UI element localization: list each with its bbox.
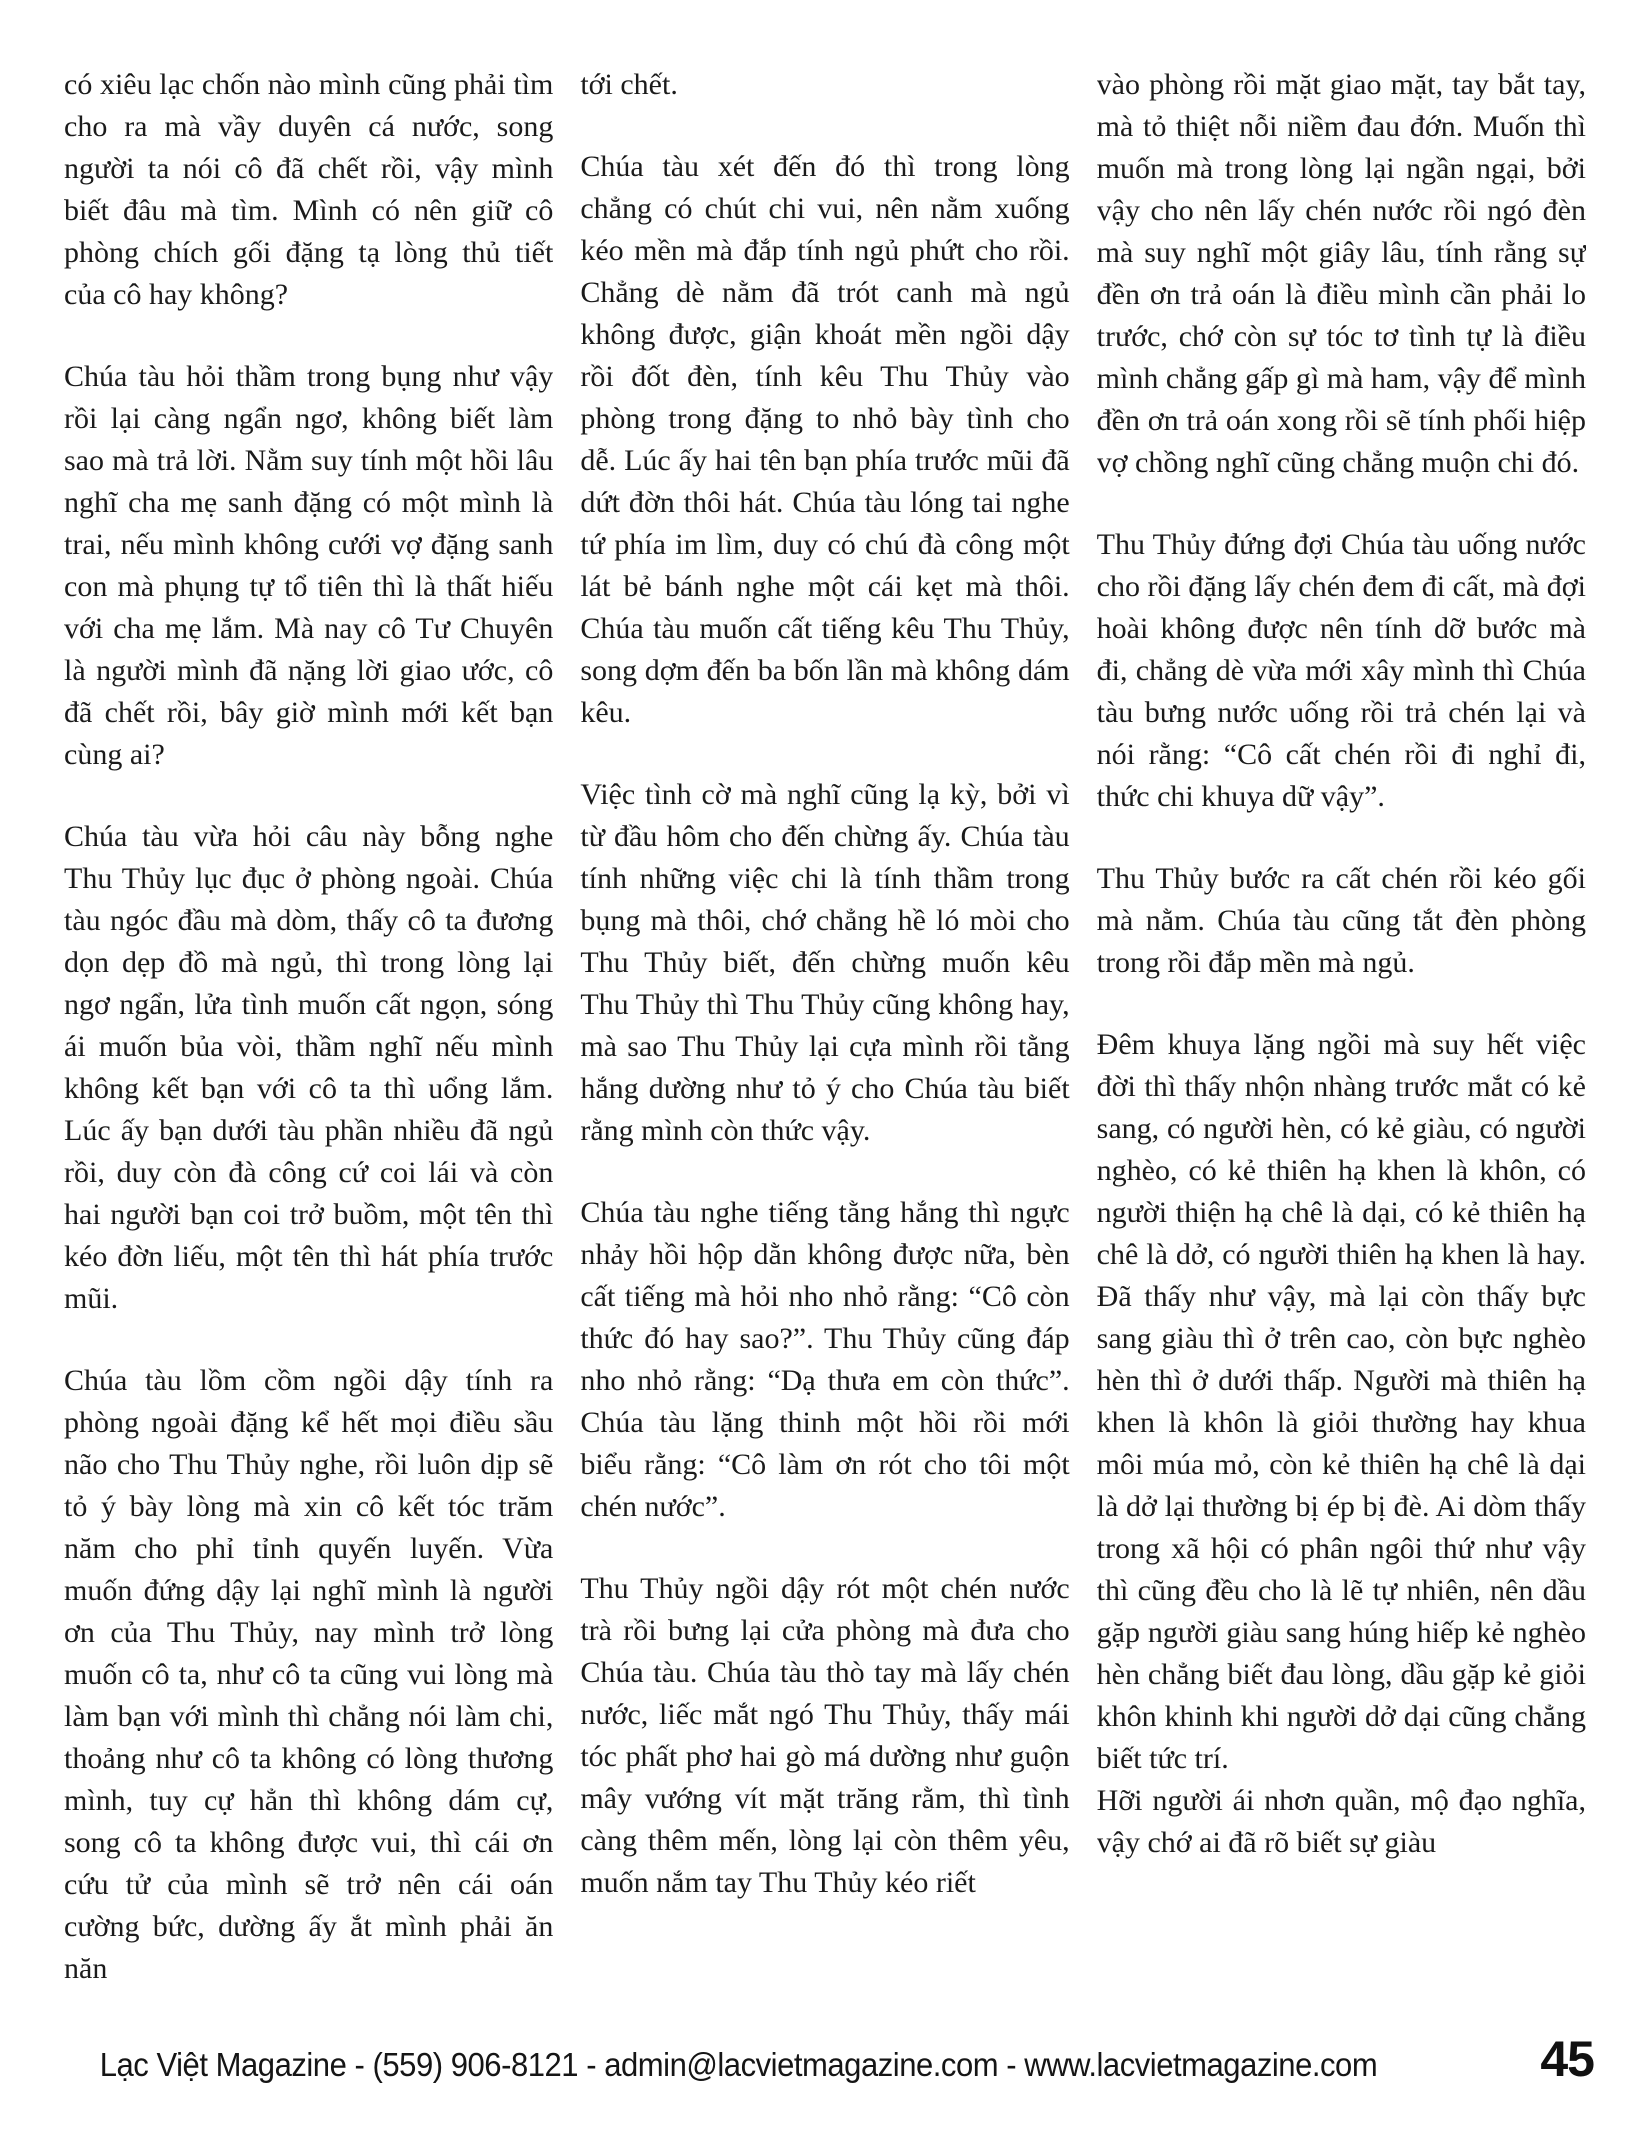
paragraph: Chúa tàu xét đến đó thì trong lòng chẳng có chút chi vui, nên nằm xuống kéo mền mà đắp tính ngủ phứt cho rồi. Chẳng dè nằm đã trót canh mà ngủ không được, giận khoát mền ngồi dậy rồi đốt đèn, tính kêu Thu Thủy vào phòng trong đặng to nhỏ bày tình cho dễ. Lúc ấy hai tên bạn phía trước mũi đã dứt đờn thôi hát. Chúa tàu lóng tai nghe tứ phía im lìm, duy có chú đà công một lát bẻ bánh nghe một cái kẹt mà thôi. Chúa tàu muốn cất tiếng kêu Thu Thủy, song dợm đến ba bốn lần mà không dám kêu. xyxy=(580,150,1070,729)
paragraph: Thu Thủy bước ra cất chén rồi kéo gối mà nằm. Chúa tàu cũng tắt đèn phòng trong rồi đắp mền mà ngủ. xyxy=(1096,862,1586,979)
paragraph: Chúa tàu nghe tiếng tằng hắng thì ngực nhảy hồi hộp dằn không được nữa, bèn cất tiếng mà hỏi nho nhỏ rằng: “Cô còn thức đó hay sao?”. Thu Thủy cũng đáp nho nhỏ rằng: “Dạ thưa em còn thức”. Chúa tàu lặng thinh một hồi rồi mới biểu rằng: “Cô làm ơn rót cho tôi một chén nước”. xyxy=(580,1196,1070,1523)
paragraph: Việc tình cờ mà nghĩ cũng lạ kỳ, bởi vì từ đầu hôm cho đến chừng ấy. Chúa tàu tính những việc chi là tính thầm trong bụng mà thôi, chớ chẳng hề ló mòi cho Thu Thủy biết, đến chừng muốn kêu Thu Thủy thì Thu Thủy cũng không hay, mà sao Thu Thủy lại cựa mình rồi tằng hắng dường như tỏ ý cho Chúa tàu biết rằng mình còn thức vậy. xyxy=(580,778,1070,1147)
paragraph: có xiêu lạc chốn nào mình cũng phải tìm cho ra mà vầy duyên cá nước, song người ta nói cô đã chết rồi, vậy mình biết đâu mà tìm. Mình có nên giữ cô phòng chích gối đặng tạ lòng thủ tiết của cô hay không? xyxy=(64,68,554,311)
paragraph: Chúa tàu hỏi thầm trong bụng như vậy rồi lại càng ngẩn ngơ, không biết làm sao mà trả lời. Nằm suy tính một hồi lâu nghĩ cha mẹ sanh đặng có một mình là trai, nếu mình không cưới vợ đặng sanh con mà phụng tự tổ tiên thì là thất hiếu với cha mẹ lắm. Mà nay cô Tư Chuyên là người mình đã nặng lời giao ước, cô đã chết rồi, bây giờ mình mới kết bạn cùng ai? xyxy=(64,360,554,771)
paragraph: Đêm khuya lặng ngồi mà suy hết việc đời thì thấy nhộn nhàng trước mắt có kẻ sang, có người hèn, có kẻ giàu, có người nghèo, có kẻ thiên hạ khen là khôn, có người thiện hạ chê là dại, có kẻ thiên hạ chê là dở, có người thiên hạ khen là hay. Đã thấy như vậy, mà lại còn thấy bực sang giàu thì ở trên cao, còn bực nghèo hèn thì ở dưới thấp. Người mà thiên hạ khen là khôn là giỏi thường hay khua môi múa mỏ, còn kẻ thiên hạ chê là dại là dở lại thường bị ép bị đè. Ai dòm thấy trong xã hội có phân ngôi thứ như vậy thì cũng đều cho là lẽ tự nhiên, nên dầu gặp người giàu sang húng hiếp kẻ nghèo hèn chẳng biết đau lòng, dầu gặp kẻ giỏi khôn khinh khi người dở dại cũng chẳng biết tức trí. xyxy=(1096,1028,1586,1775)
text-column-1 xyxy=(64,64,553,2026)
text-column-3 xyxy=(1097,64,1586,2026)
paragraph: Thu Thủy ngồi dậy rót một chén nước trà rồi bưng lại cửa phòng mà đưa cho Chúa tàu. Chúa tàu thò tay mà lấy chén nước, liếc mắt ngó Thu Thủy, thấy mái tóc phất phơ hai gò má dường như guộn mây vướng vít mặt trăng rằm, thì tình càng thêm mến, lòng lại còn thêm yêu, muốn nắm tay Thu Thủy kéo riết xyxy=(580,1572,1070,1899)
paragraph: vào phòng rồi mặt giao mặt, tay bắt tay, mà tỏ thiệt nỗi niềm đau đớn. Muốn thì muốn mà trong lòng lại ngần ngại, bởi vậy cho nên lấy chén nước rồi ngó đèn mà suy nghĩ một giây lâu, tính rằng sự đền ơn trả oán là điều mình cần phải lo trước, chớ còn sự tóc tơ tình tự là điều mình chẳng gấp gì mà ham, vậy để mình đền ơn trả oán xong rồi sẽ tính phối hiệp vợ chồng nghĩ cũng chẳng muộn chi đó. xyxy=(1096,68,1586,479)
paragraph: Thu Thủy đứng đợi Chúa tàu uống nước cho rồi đặng lấy chén đem đi cất, mà đợi hoài không được nên tính dỡ bước mà đi, chẳng dè vừa mới xây mình thì Chúa tàu bưng nước uống rồi trả chén lại và nói rằng: “Cô cất chén rồi đi nghỉ đi, thức chi khuya dữ vậy”. xyxy=(1096,528,1586,813)
text-column-2 xyxy=(580,64,1069,2026)
paragraph: tới chết. xyxy=(580,68,678,101)
paragraph: Hỡi người ái nhơn quần, mộ đạo nghĩa, vậy chớ ai đã rõ biết sự giàu xyxy=(1096,1784,1586,1859)
page-number: 45 xyxy=(1540,2031,1594,2087)
footer-contact-line: Lạc Việt Magazine - (559) 906-8121 - admin@lacvietmagazine.com - www.lacvietmagazine.com xyxy=(99,2046,1378,2083)
paragraph: Chúa tàu lồm cồm ngồi dậy tính ra phòng ngoài đặng kể hết mọi điều sầu não cho Thu Thủy nghe, rồi luôn dịp sẽ tỏ ý bày lòng mà xin cô kết tóc trăm năm cho phỉ tỉnh quyến luyến. Vừa muốn đứng dậy lại nghĩ mình là người ơn của Thu Thủy, nay mình trở lòng muốn cô ta, như cô ta cũng vui lòng mà làm bạn với mình thì chẳng nói làm chi, thoảng như cô ta không có lòng thương mình, tuy cự hẳn thì không dám cự, song cô ta không được vui, thì cái ơn cứu tử của mình sẽ trở nên cái oán cường bức, dường ấy ắt mình phải ăn năn xyxy=(64,1364,554,1985)
paragraph: Chúa tàu vừa hỏi câu này bỗng nghe Thu Thủy lục đục ở phòng ngoài. Chúa tàu ngóc đầu mà dòm, thấy cô ta đương dọn dẹp đồ mà ngủ, thì trong lòng lại ngơ ngẩn, lửa tình muốn cất ngọn, sóng ái muốn bủa vòi, thầm nghĩ nếu mình không kết bạn với cô ta thì uổng lắm. Lúc ấy bạn dưới tàu phần nhiều đã ngủ rồi, duy còn đà công cứ coi lái và còn hai người bạn coi trở buồm, một tên thì kéo đờn liếu, một tên thì hát phía trước mũi. xyxy=(64,820,554,1315)
text-columns xyxy=(64,64,1586,2026)
footer xyxy=(64,2030,1594,2100)
